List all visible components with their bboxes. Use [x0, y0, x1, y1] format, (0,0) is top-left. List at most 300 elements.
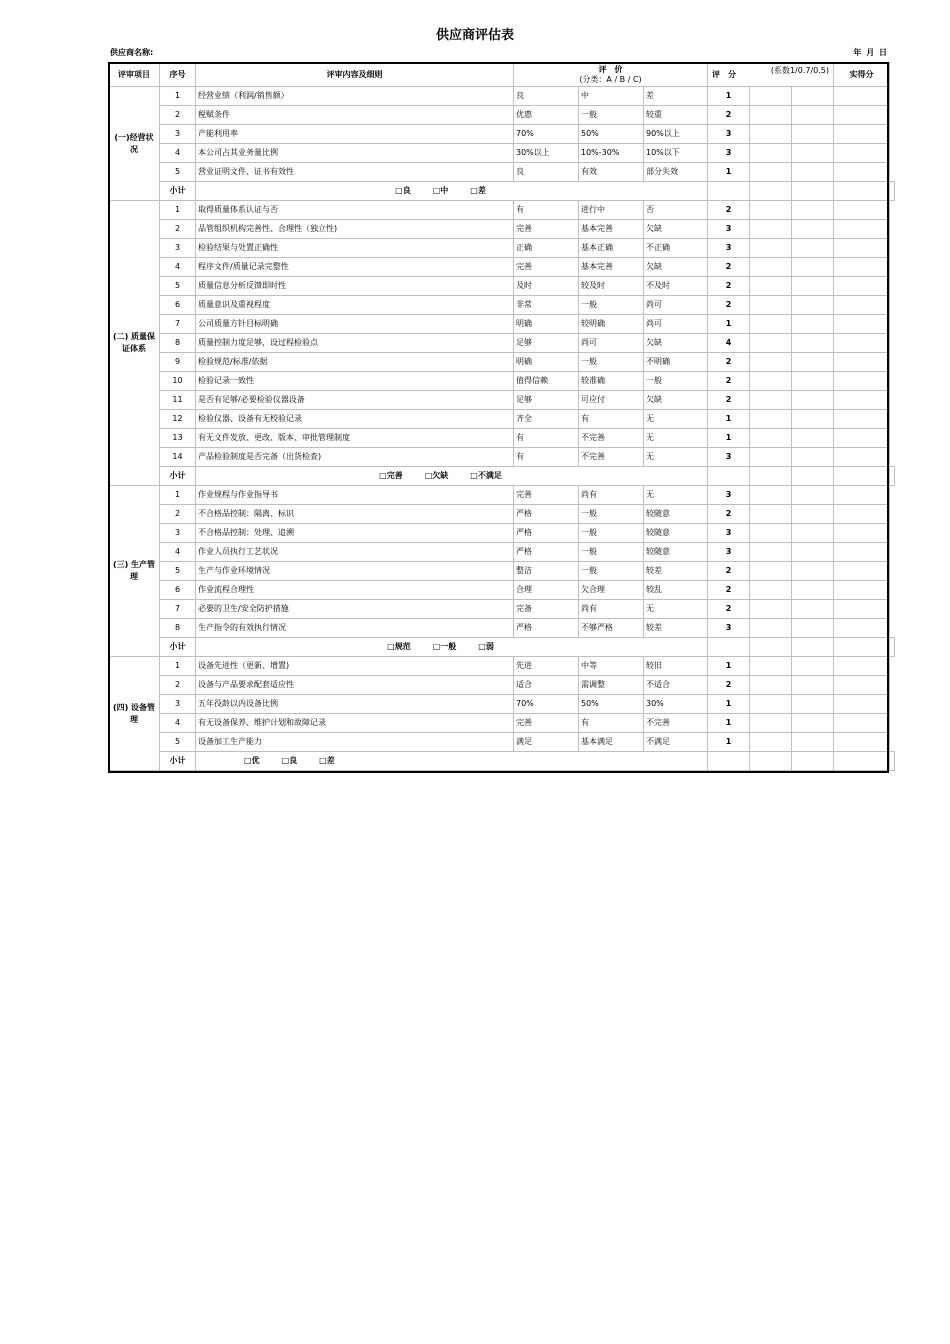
score-cell-c: [792, 258, 834, 277]
score-cell-c: [792, 524, 834, 543]
criterion-text: 品管组织机构完善性、合理性（独立性): [196, 220, 514, 239]
score-value: 1: [708, 163, 750, 182]
section-name: (三) 生产管理: [109, 486, 160, 657]
score-value: 3: [708, 543, 750, 562]
score-cell-c: [792, 410, 834, 429]
subtotal-eval-cell: [708, 638, 750, 657]
rating-c: 30%: [644, 695, 708, 714]
row-number: 3: [160, 524, 196, 543]
rating-b: 较明确: [579, 315, 644, 334]
score-cell-c: [792, 106, 834, 125]
actual-score-cell: [834, 524, 890, 543]
table-row: [109, 258, 895, 277]
row-number: 2: [160, 505, 196, 524]
criterion-text: 设备加工生产能力: [196, 733, 514, 752]
score-value: 1: [708, 695, 750, 714]
table-row: [109, 201, 895, 220]
subtotal-checkbox-option[interactable]: □差: [319, 756, 335, 765]
score-value: 2: [708, 258, 750, 277]
criterion-text: 是否有足够/必要检验仪器设备: [196, 391, 514, 410]
actual-score-cell: [834, 733, 890, 752]
rating-a: 完善: [514, 714, 579, 733]
subtotal-row: [109, 182, 895, 201]
actual-score-cell: [834, 353, 890, 372]
row-number: 4: [160, 543, 196, 562]
score-cell-c: [792, 239, 834, 258]
rating-a: 良: [514, 87, 579, 106]
subtotal-eval-cell: [708, 182, 750, 201]
score-cell-c: [792, 220, 834, 239]
actual-score-cell: [834, 220, 890, 239]
rating-c: 尚可: [644, 315, 708, 334]
score-cell-b: [750, 714, 792, 733]
score-cell-c: [792, 315, 834, 334]
table-row: [109, 353, 895, 372]
row-number: 6: [160, 581, 196, 600]
rating-a: 70%: [514, 125, 579, 144]
subtotal-actual: [890, 638, 895, 657]
score-cell-b: [750, 505, 792, 524]
actual-score-cell: [834, 391, 890, 410]
row-number: 10: [160, 372, 196, 391]
criterion-text: 程序文件/质量记录完整性: [196, 258, 514, 277]
score-cell-c: [792, 201, 834, 220]
score-cell-c: [792, 87, 834, 106]
rating-a: 正确: [514, 239, 579, 258]
score-cell-c: [792, 695, 834, 714]
rating-b: 有: [579, 714, 644, 733]
table-row: [109, 581, 895, 600]
row-number: 3: [160, 239, 196, 258]
table-row: [109, 714, 895, 733]
actual-score-cell: [834, 372, 890, 391]
rating-a: 严格: [514, 524, 579, 543]
table-row: [109, 106, 895, 125]
actual-score-cell: [834, 277, 890, 296]
criterion-text: 有无文件发放、更改、版本、审批管理制度: [196, 429, 514, 448]
rating-b: 不完善: [579, 429, 644, 448]
criterion-text: 经营业绩（利润/销售额）: [196, 87, 514, 106]
evaluation-table: [108, 62, 895, 771]
row-number: 5: [160, 562, 196, 581]
score-cell-c: [792, 676, 834, 695]
score-cell-b: [750, 600, 792, 619]
header-score-label: 评 分: [712, 69, 736, 79]
subtotal-row: [109, 752, 895, 771]
criterion-text: 检验规范/标准/依据: [196, 353, 514, 372]
rating-c: 较差: [644, 562, 708, 581]
score-cell-c: [792, 619, 834, 638]
actual-score-cell: [834, 619, 890, 638]
rating-b: 中等: [579, 657, 644, 676]
score-cell-c: [792, 163, 834, 182]
row-number: 3: [160, 125, 196, 144]
rating-b: 一般: [579, 353, 644, 372]
score-value: 2: [708, 353, 750, 372]
score-cell-b: [750, 562, 792, 581]
criterion-text: 必要的卫生/安全防护措施: [196, 600, 514, 619]
score-cell-b: [750, 239, 792, 258]
section-name: (一)经营状况: [109, 87, 160, 201]
score-value: 1: [708, 315, 750, 334]
subtotal-score-c: [834, 182, 890, 201]
actual-score-cell: [834, 334, 890, 353]
actual-score-cell: [834, 315, 890, 334]
table-row: [109, 87, 895, 106]
score-cell-c: [792, 296, 834, 315]
row-number: 2: [160, 676, 196, 695]
score-cell-b: [750, 353, 792, 372]
subtotal-score-a: [750, 467, 792, 486]
score-cell-b: [750, 657, 792, 676]
score-cell-b: [750, 315, 792, 334]
table-row: [109, 505, 895, 524]
rating-a: 30%以上: [514, 144, 579, 163]
subtotal-label: 小计: [160, 182, 196, 201]
rating-c: 不正确: [644, 239, 708, 258]
score-cell-b: [750, 277, 792, 296]
score-cell-c: [792, 429, 834, 448]
row-number: 13: [160, 429, 196, 448]
score-cell-c: [792, 733, 834, 752]
rating-b: 较准确: [579, 372, 644, 391]
subtotal-eval-cell: [708, 467, 750, 486]
table-row: [109, 600, 895, 619]
rating-a: 明确: [514, 315, 579, 334]
subtotal-checkbox-option[interactable]: □差: [470, 186, 486, 195]
rating-a: 有: [514, 448, 579, 467]
actual-score-cell: [834, 239, 890, 258]
rating-a: 严格: [514, 543, 579, 562]
criterion-text: 作业流程合理性: [196, 581, 514, 600]
criterion-text: 取得质量体系认证与否: [196, 201, 514, 220]
score-cell-c: [792, 372, 834, 391]
subtotal-checkbox-option[interactable]: □完善: [379, 471, 403, 480]
subtotal-checkbox-option[interactable]: □良: [281, 756, 298, 765]
actual-score-cell: [834, 581, 890, 600]
table-row: [109, 220, 895, 239]
actual-score-cell: [834, 657, 890, 676]
header-content: 评审内容及细则: [196, 63, 514, 87]
row-number: 2: [160, 220, 196, 239]
header-eval-label: 评 价: [598, 64, 623, 74]
rating-c: 较差: [644, 619, 708, 638]
rating-a: 完善: [514, 258, 579, 277]
rating-c: 不明确: [644, 353, 708, 372]
score-cell-b: [750, 524, 792, 543]
score-value: 2: [708, 505, 750, 524]
subtotal-score-c: [834, 752, 890, 771]
rating-b: 较及时: [579, 277, 644, 296]
score-value: 3: [708, 239, 750, 258]
rating-c: 欠缺: [644, 258, 708, 277]
rating-c: 一般: [644, 372, 708, 391]
rating-c: 无: [644, 448, 708, 467]
row-number: 4: [160, 144, 196, 163]
rating-b: 一般: [579, 562, 644, 581]
subtotal-checkbox-option[interactable]: □良: [395, 186, 411, 195]
rating-b: 基本完善: [579, 220, 644, 239]
header-coefficient: (系数1/0.7/0.5): [770, 66, 829, 75]
table-row: [109, 524, 895, 543]
score-value: 1: [708, 429, 750, 448]
rating-c: 较重: [644, 106, 708, 125]
score-cell-c: [792, 505, 834, 524]
subtotal-checkbox-option[interactable]: □不满足: [470, 471, 502, 480]
score-value: 1: [708, 87, 750, 106]
rating-a: 适合: [514, 676, 579, 695]
rating-a: 良: [514, 163, 579, 182]
score-cell-c: [792, 657, 834, 676]
subtotal-checkbox-option[interactable]: □欠缺: [424, 471, 449, 480]
subtotal-checkbox-option[interactable]: □一般: [432, 642, 457, 651]
score-value: 2: [708, 106, 750, 125]
score-value: 2: [708, 581, 750, 600]
score-cell-c: [792, 144, 834, 163]
score-cell-b: [750, 258, 792, 277]
row-number: 5: [160, 733, 196, 752]
score-cell-b: [750, 733, 792, 752]
subtotal-label: 小计: [160, 467, 196, 486]
score-value: 2: [708, 391, 750, 410]
score-cell-b: [750, 220, 792, 239]
table-row: [109, 676, 895, 695]
section-name: (二) 质量保证体系: [109, 201, 160, 486]
row-number: 8: [160, 619, 196, 638]
rating-c: 90%以上: [644, 125, 708, 144]
criterion-text: 生产与作业环境情况: [196, 562, 514, 581]
table-row: [109, 391, 895, 410]
rating-b: 一般: [579, 296, 644, 315]
criterion-text: 质量意识及重视程度: [196, 296, 514, 315]
rating-a: 优惠: [514, 106, 579, 125]
actual-score-cell: [834, 125, 890, 144]
actual-score-cell: [834, 258, 890, 277]
rating-b: 50%: [579, 125, 644, 144]
rating-b: 有: [579, 410, 644, 429]
table-row: [109, 733, 895, 752]
subtotal-checkbox-option[interactable]: □中: [432, 186, 449, 195]
actual-score-cell: [834, 676, 890, 695]
rating-a: 完备: [514, 600, 579, 619]
score-cell-b: [750, 87, 792, 106]
table-row: [109, 543, 895, 562]
subtotal-row: [109, 467, 895, 486]
table-row: [109, 372, 895, 391]
subtotal-actual: [890, 467, 895, 486]
criterion-text: 不合格品控制：处理、追溯: [196, 524, 514, 543]
actual-score-cell: [834, 600, 890, 619]
supplier-name-label: 供应商名称:: [110, 48, 154, 57]
rating-b: 可应付: [579, 391, 644, 410]
actual-score-cell: [834, 410, 890, 429]
score-cell-b: [750, 296, 792, 315]
table-row: [109, 657, 895, 676]
rating-b: 尚可: [579, 334, 644, 353]
score-cell-b: [750, 543, 792, 562]
score-cell-c: [792, 125, 834, 144]
score-cell-c: [792, 600, 834, 619]
rating-a: 值得信赖: [514, 372, 579, 391]
score-cell-b: [750, 144, 792, 163]
score-value: 3: [708, 125, 750, 144]
subtotal-row: [109, 638, 895, 657]
header-evaluation: [514, 63, 708, 87]
rating-c: 不及时: [644, 277, 708, 296]
row-number: 1: [160, 486, 196, 505]
table-row: [109, 277, 895, 296]
actual-score-cell: [834, 144, 890, 163]
row-number: 1: [160, 657, 196, 676]
rating-c: 较随意: [644, 543, 708, 562]
criterion-text: 检验仪器、设备有无校验记录: [196, 410, 514, 429]
score-cell-c: [792, 277, 834, 296]
rating-a: 足够: [514, 334, 579, 353]
score-cell-c: [792, 448, 834, 467]
score-cell-c: [792, 581, 834, 600]
table-row: [109, 144, 895, 163]
rating-a: 有: [514, 429, 579, 448]
rating-b: 基本正确: [579, 239, 644, 258]
rating-a: 及时: [514, 277, 579, 296]
criterion-text: 产能利用率: [196, 125, 514, 144]
actual-score-cell: [834, 201, 890, 220]
score-cell-c: [792, 391, 834, 410]
row-number: 6: [160, 296, 196, 315]
criterion-text: 营业证明文件、证书有效性: [196, 163, 514, 182]
score-value: 3: [708, 144, 750, 163]
row-number: 7: [160, 600, 196, 619]
table-row: [109, 486, 895, 505]
criterion-text: 有无设备保养、维护计划和故障记录: [196, 714, 514, 733]
rating-c: 不完善: [644, 714, 708, 733]
actual-score-cell: [834, 448, 890, 467]
rating-c: 10%以下: [644, 144, 708, 163]
header-category: 评审项目: [109, 63, 160, 87]
actual-score-cell: [834, 106, 890, 125]
score-value: 1: [708, 657, 750, 676]
score-cell-b: [750, 125, 792, 144]
row-number: 4: [160, 714, 196, 733]
subtotal-score-a: [750, 182, 792, 201]
score-cell-c: [792, 353, 834, 372]
header-row: [109, 63, 895, 87]
subtotal-options: [196, 182, 708, 201]
rating-a: 足够: [514, 391, 579, 410]
score-value: 4: [708, 334, 750, 353]
rating-b: 基本完善: [579, 258, 644, 277]
score-value: 1: [708, 714, 750, 733]
score-value: 2: [708, 296, 750, 315]
score-cell-b: [750, 106, 792, 125]
score-value: 3: [708, 448, 750, 467]
table-row: [109, 448, 895, 467]
rating-b: 尚有: [579, 600, 644, 619]
score-cell-b: [750, 410, 792, 429]
table-row: [109, 163, 895, 182]
score-value: 3: [708, 619, 750, 638]
subtotal-options: [196, 467, 708, 486]
subtotal-checkbox-option[interactable]: □弱: [478, 642, 494, 651]
actual-score-cell: [834, 505, 890, 524]
rating-a: 明确: [514, 353, 579, 372]
table-row: [109, 410, 895, 429]
score-value: 1: [708, 410, 750, 429]
subtotal-label: 小计: [160, 752, 196, 771]
criterion-text: 作业规程与作业指导书: [196, 486, 514, 505]
rating-b: 不完善: [579, 448, 644, 467]
rating-c: 否: [644, 201, 708, 220]
rating-b: 一般: [579, 106, 644, 125]
row-number: 5: [160, 163, 196, 182]
table-row: [109, 429, 895, 448]
criterion-text: 五年役龄以内设备比例: [196, 695, 514, 714]
score-cell-c: [792, 562, 834, 581]
rating-a: 合理: [514, 581, 579, 600]
subtotal-checkbox-option[interactable]: □规范: [387, 642, 411, 651]
subtotal-checkbox-option[interactable]: □优: [244, 756, 260, 765]
rating-c: 欠缺: [644, 391, 708, 410]
rating-b: 欠合理: [579, 581, 644, 600]
rating-b: 一般: [579, 543, 644, 562]
criterion-text: 设备先进性（更新、增置): [196, 657, 514, 676]
rating-c: 无: [644, 600, 708, 619]
actual-score-cell: [834, 429, 890, 448]
criterion-text: 设备与产品要求配套适应性: [196, 676, 514, 695]
rating-b: 一般: [579, 524, 644, 543]
table-row: [109, 334, 895, 353]
table-row: [109, 296, 895, 315]
row-number: 5: [160, 277, 196, 296]
subtotal-actual: [890, 752, 895, 771]
header-eval-sub: (分类：A / B / C): [579, 74, 642, 84]
date-label: 年 月 日: [853, 48, 887, 57]
row-number: 8: [160, 334, 196, 353]
subtotal-score-b: [792, 182, 834, 201]
rating-b: 不够严格: [579, 619, 644, 638]
rating-a: 严格: [514, 505, 579, 524]
score-cell-b: [750, 163, 792, 182]
table-row: [109, 562, 895, 581]
score-value: 2: [708, 277, 750, 296]
section-name: (四) 设备管理: [109, 657, 160, 771]
actual-score-cell: [834, 87, 890, 106]
rating-a: 先进: [514, 657, 579, 676]
rating-a: 非常: [514, 296, 579, 315]
rating-c: 欠缺: [644, 220, 708, 239]
score-value: 1: [708, 733, 750, 752]
criterion-text: 生产指令的有效执行情况: [196, 619, 514, 638]
rating-c: 无: [644, 410, 708, 429]
rating-c: 差: [644, 87, 708, 106]
score-cell-b: [750, 695, 792, 714]
rating-c: 尚可: [644, 296, 708, 315]
row-number: 1: [160, 201, 196, 220]
rating-a: 齐全: [514, 410, 579, 429]
score-cell-b: [750, 372, 792, 391]
header-seq: 序号: [160, 63, 196, 87]
score-value: 2: [708, 562, 750, 581]
subtotal-label: 小计: [160, 638, 196, 657]
score-value: 2: [708, 600, 750, 619]
rating-a: 完善: [514, 486, 579, 505]
rating-c: 较随意: [644, 505, 708, 524]
subtotal-score-a: [750, 752, 792, 771]
rating-a: 满足: [514, 733, 579, 752]
rating-a: 整洁: [514, 562, 579, 581]
score-cell-c: [792, 486, 834, 505]
subtotal-options: [196, 752, 708, 771]
